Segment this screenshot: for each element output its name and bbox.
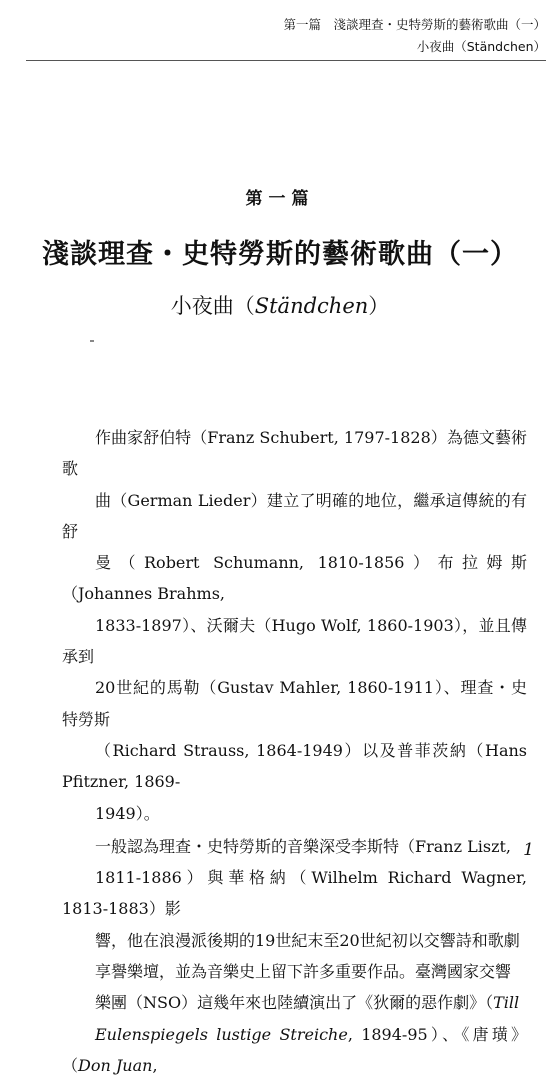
subtitle-prefix: 小夜曲（ — [170, 294, 255, 318]
text-line: 作曲家舒伯特（Franz Schubert, 1797-1828）為德文藝術歌 — [62, 428, 527, 479]
paragraph-1 — [62, 422, 527, 829]
running-header-line2: 小夜曲（Ständchen） — [416, 39, 546, 54]
text-line: 1833-1897）、沃爾夫（Hugo Wolf, 1860-1903），並且傳承到 — [62, 615, 527, 667]
chapter-subtitle — [0, 290, 560, 320]
body-text — [62, 422, 527, 1081]
italic-title: Till — [493, 993, 520, 1013]
text-line: 響，他在浪漫派後期的19世紀末至20世紀初以交響詩和歌劇 — [95, 930, 520, 950]
italic-title: Don Juan — [78, 1055, 153, 1075]
text-line: 1949）。 — [95, 803, 160, 823]
text-line — [62, 987, 527, 1018]
running-header — [26, 14, 546, 61]
running-header-line1: 第一篇 淺談理查・史特勞斯的藝術歌曲（一） — [283, 17, 546, 32]
text-line: 一般認為理查・史特勞斯的音樂深受李斯特（Franz Liszt, — [95, 836, 512, 856]
text-line: （Richard Strauss, 1864-1949）以及普菲茨納（Hans Pfitzner, 1869- — [62, 740, 527, 792]
chapter-title: 淺談理查・史特勞斯的藝術歌曲（一） — [42, 239, 518, 270]
part-label: 第一篇 — [245, 189, 315, 209]
text-segment: , 1894-95）、《唐璜》（ — [62, 1024, 527, 1075]
text-line: 曼（Robert Schumann, 1810-1856）布拉姆斯（Johannes Brahms, — [62, 553, 527, 604]
subtitle-italic: Ständchen — [254, 294, 369, 318]
stray-mark — [90, 340, 94, 342]
text-line: 20世紀的馬勒（Gustav Mahler, 1860-1911）、理查・史特勞斯 — [62, 678, 527, 729]
text-line: 1811-1886）與華格納（Wilhelm Richard Wagner, 1813-1883）影 — [62, 868, 527, 919]
italic-title: Eulenspiegels lustige Streiche — [95, 1024, 348, 1044]
text-line: 享譽樂壇，並為音樂史上留下許多重要作品。臺灣國家交響 — [95, 962, 512, 982]
text-line: 曲（German Lieder）建立了明確的地位，繼承這傳統的有舒 — [62, 490, 527, 541]
page-number: 1 — [523, 840, 534, 860]
text-line — [62, 1019, 527, 1081]
text-segment: 樂團（NSO）這幾年來也陸續演出了《狄爾的惡作劇》（ — [95, 993, 494, 1013]
paragraph-2 — [62, 831, 527, 1081]
text-segment: , — [152, 1055, 158, 1075]
header-rule — [26, 60, 546, 61]
subtitle-suffix: ） — [368, 294, 390, 318]
